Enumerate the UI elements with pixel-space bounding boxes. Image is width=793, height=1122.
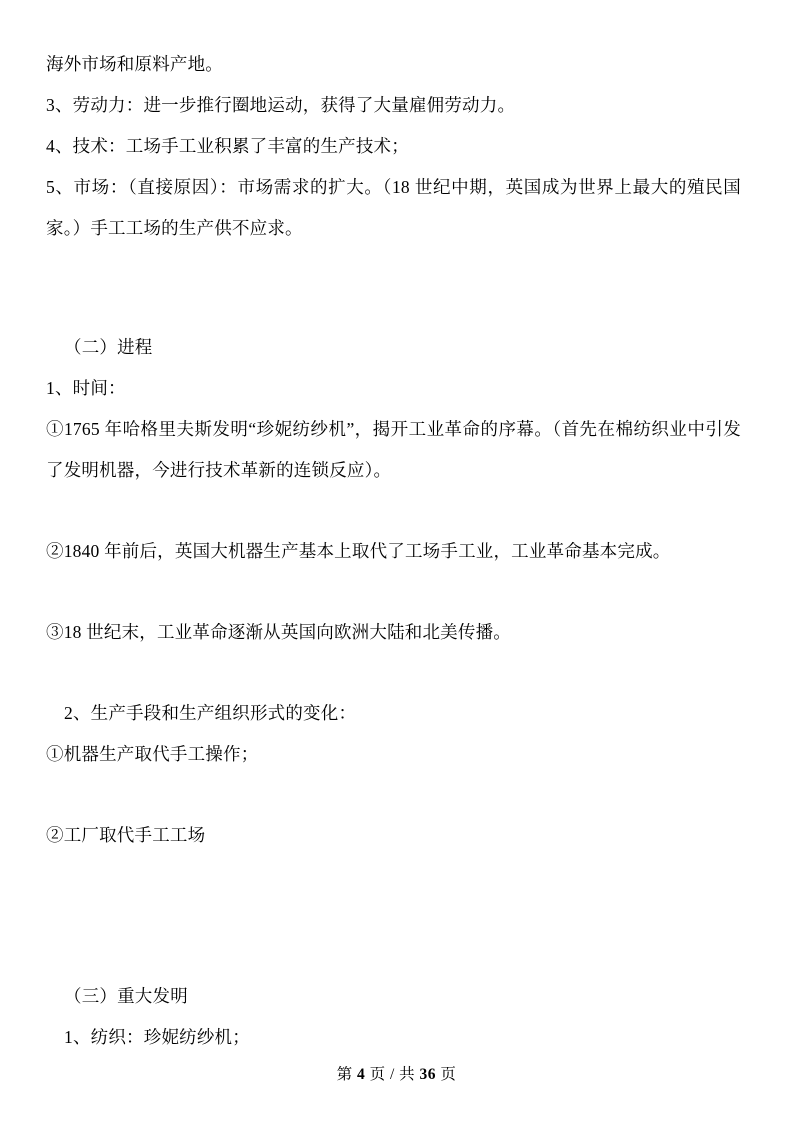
document-body [46, 44, 741, 1058]
footer-total-pages: 36 [419, 1066, 437, 1083]
paragraph: 4、技术：工场手工业积累了丰富的生产技术； [46, 136, 409, 156]
paragraph-spacer [46, 775, 741, 815]
paragraph: 1、纺织：珍妮纺纱机； [64, 1027, 250, 1047]
paragraph: ①1765 年哈格里夫斯发明“珍妮纺纱机”，揭开工业革命的序幕。（首先在棉纺织业中引发了发明机器，今进行技术革新的连锁反应）。 [46, 419, 741, 480]
footer-prefix: 第 [336, 1066, 353, 1083]
paragraph-spacer [46, 856, 741, 976]
paragraph: 海外市场和原料产地。 [46, 54, 223, 74]
paragraph: 5、市场：（直接原因）：市场需求的扩大。（18 世纪中期，英国成为世界上最大的殖民国家。）手工工场的生产供不应求。 [46, 177, 741, 238]
section-heading: （二）进程 [64, 337, 153, 357]
paragraph: 1、时间： [46, 378, 126, 398]
paragraph-spacer [46, 491, 741, 531]
paragraph: ②1840 年前后，英国大机器生产基本上取代了工场手工业，工业革命基本完成。 [46, 541, 671, 561]
footer-suffix: 页 [440, 1066, 457, 1083]
paragraph: ③18 世纪末，工业革命逐渐从英国向欧洲大陆和北美传播。 [46, 622, 511, 642]
footer-middle: 页 / 共 [369, 1066, 416, 1083]
paragraph-spacer [46, 249, 741, 327]
section-heading: （三）重大发明 [64, 986, 188, 1006]
footer-current-page: 4 [356, 1066, 366, 1083]
paragraph-spacer [46, 572, 741, 612]
paragraph: ②工厂取代手工工场 [46, 825, 206, 845]
page-footer [0, 1062, 793, 1084]
paragraph: 2、生产手段和生产组织形式的变化： [64, 703, 357, 723]
paragraph: 3、劳动力：进一步推行圈地运动，获得了大量雇佣劳动力。 [46, 95, 516, 115]
paragraph-spacer [46, 653, 741, 693]
paragraph: ①机器生产取代手工操作； [46, 744, 259, 764]
